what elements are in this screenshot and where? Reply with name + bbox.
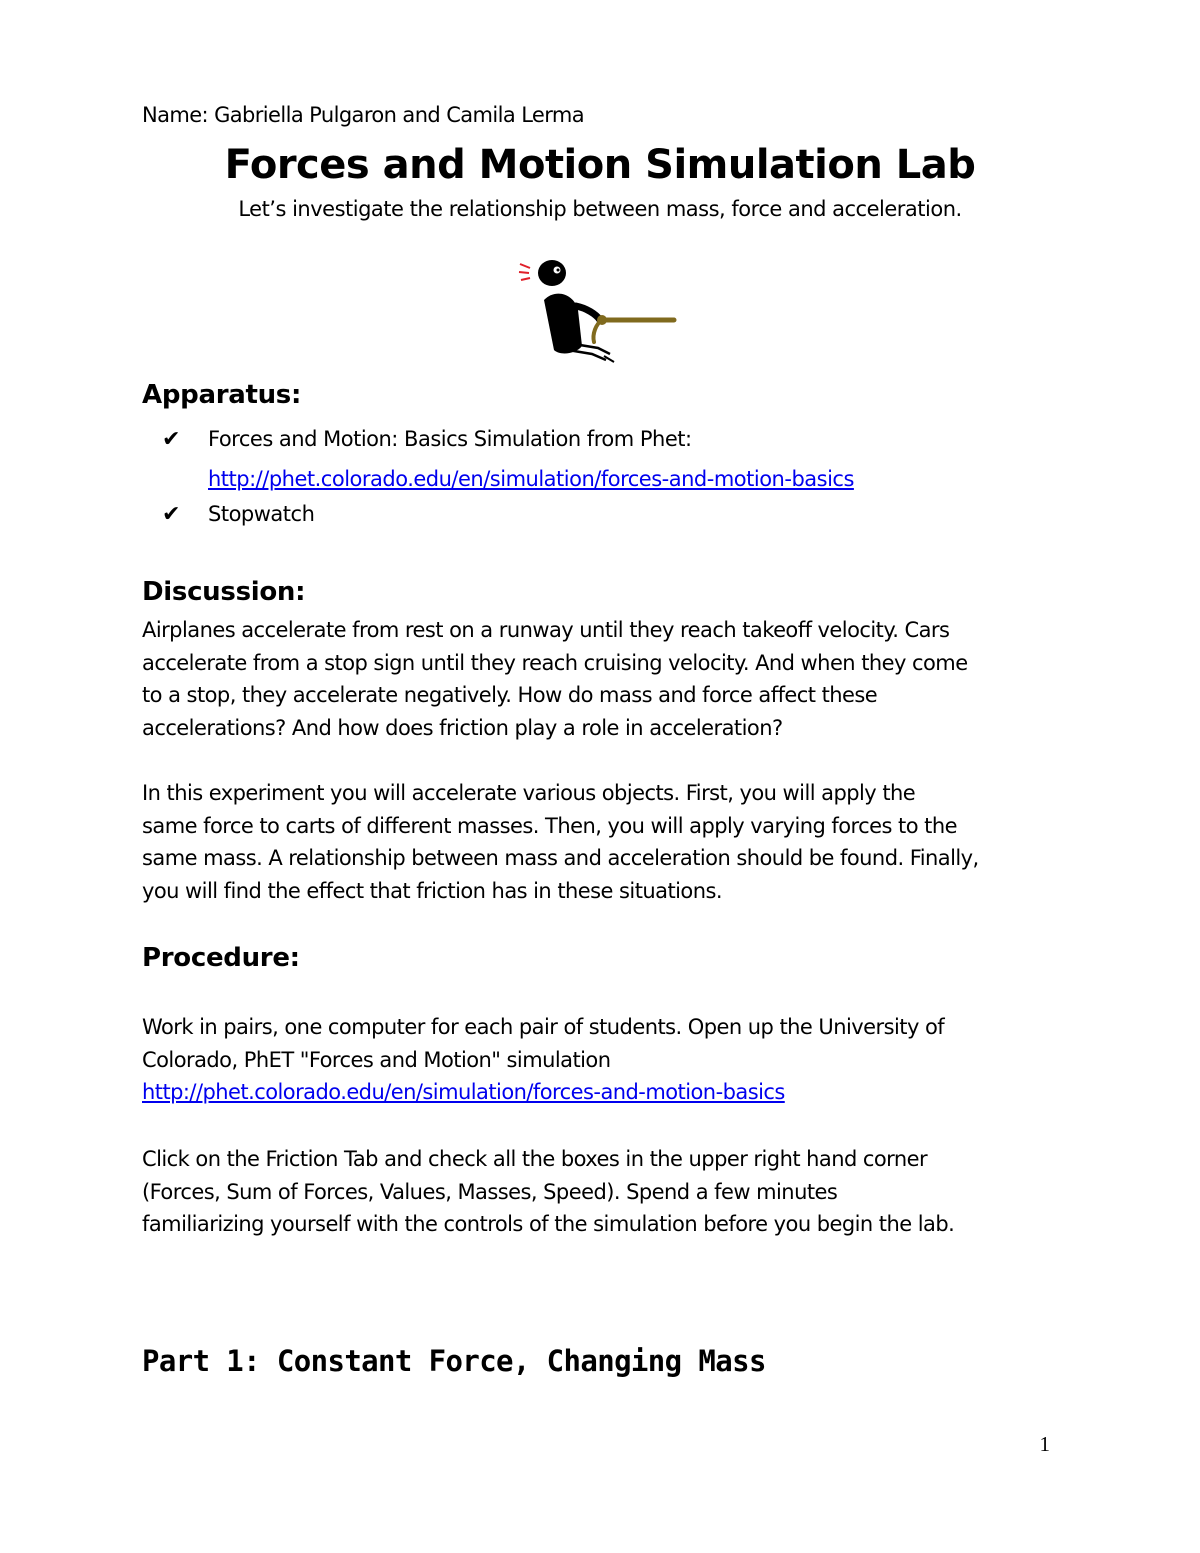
text-line: you will find the effect that friction has in these situations. [142, 878, 723, 903]
checkmark-icon: ✔ [162, 427, 180, 452]
checkmark-icon: ✔ [162, 502, 180, 527]
page-title: Forces and Motion Simulation Lab [224, 142, 976, 188]
phet-simulation-link[interactable]: http://phet.colorado.edu/en/simulation/forces-and-motion-basics [142, 1080, 785, 1104]
list-item-link-row [208, 467, 854, 491]
text-line: Work in pairs, one computer for each pair of students. Open up the University of [142, 1015, 945, 1039]
part1-heading: Part 1: Constant Force, Changing Mass [142, 1344, 766, 1378]
text-line: same mass. A relationship between mass and acceleration should be found. Finally, [142, 846, 979, 870]
student-names: Name: Gabriella Pulgaron and Camila Lerma [142, 103, 585, 127]
text-line: accelerate from a stop sign until they reach cruising velocity. And when they come [142, 650, 968, 675]
text-line: (Forces, Sum of Forces, Values, Masses, Speed). Spend a few minutes [142, 1179, 838, 1204]
text-line: to a stop, they accelerate negatively. How do mass and force affect these [142, 683, 878, 707]
discussion-heading: Discussion: [142, 577, 306, 607]
text-line: Airplanes accelerate from rest on a runway until they reach takeoff velocity. Cars [142, 618, 950, 642]
text-line: same force to carts of different masses. Then, you will apply varying forces to the [142, 813, 957, 838]
procedure-paragraph-2 [142, 1143, 954, 1241]
discussion-paragraph-1 [142, 614, 968, 744]
discussion-paragraph-2 [142, 777, 979, 907]
procedure-paragraph-1 [142, 1011, 944, 1109]
list-item-text: Stopwatch [208, 502, 315, 526]
text-line: Click on the Friction Tab and check all the boxes in the upper right hand corner [142, 1147, 928, 1171]
stick-figure-pulling-rope-icon [516, 258, 678, 368]
page-subtitle: Let’s investigate the relationship between mass, force and acceleration. [238, 197, 962, 221]
phet-simulation-link[interactable]: http://phet.colorado.edu/en/simulation/forces-and-motion-basics [208, 467, 854, 491]
list-item-text: Forces and Motion: Basics Simulation from Phet: [208, 427, 692, 451]
text-line: familiarizing yourself with the controls of the simulation before you begin the lab. [142, 1212, 955, 1236]
apparatus-heading: Apparatus: [142, 380, 302, 410]
page-number: 1 [1039, 1432, 1050, 1456]
text-line: accelerations? And how does friction play a role in acceleration? [142, 715, 783, 740]
text-line: In this experiment you will accelerate various objects. First, you will apply the [142, 781, 916, 805]
list-item [162, 502, 314, 527]
list-item [162, 427, 692, 452]
text-line: Colorado, PhET "Forces and Motion" simulation [142, 1047, 611, 1072]
procedure-heading: Procedure: [142, 943, 300, 973]
